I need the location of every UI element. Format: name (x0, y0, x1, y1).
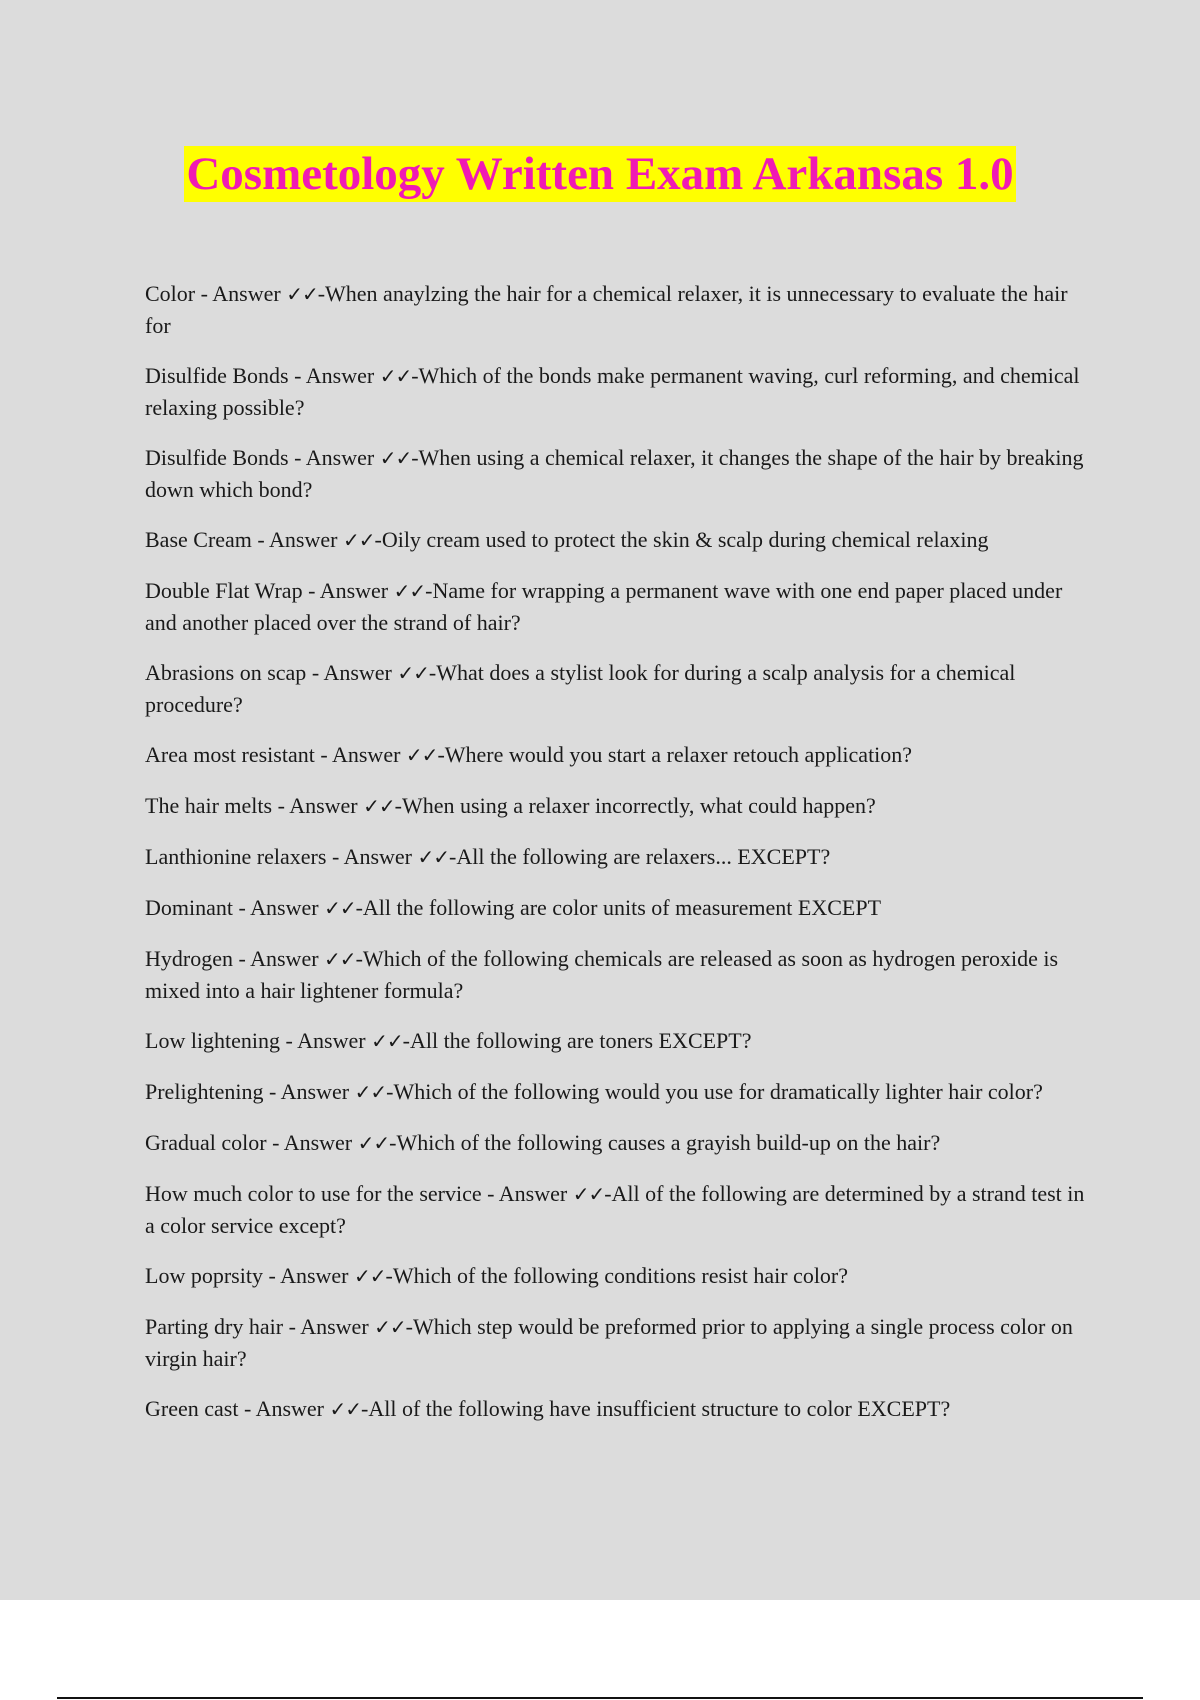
question-text: Which of the following would you use for dramatically lighter hair color? (393, 1079, 1043, 1104)
answer-term: Gradual color (145, 1130, 267, 1155)
term-separator: - (266, 1130, 284, 1155)
term-separator: - (326, 844, 344, 869)
double-check-icon: ✓✓ (324, 896, 356, 920)
answer-label: Answer (212, 281, 281, 306)
answer-label: Answer (331, 742, 401, 767)
double-check-icon: ✓✓ (324, 947, 356, 971)
double-check-icon: ✓✓ (393, 579, 426, 603)
list-item (145, 892, 1090, 924)
double-check-icon: ✓✓ (363, 794, 395, 818)
question-answer-list (145, 278, 1090, 1444)
answer-dash: - (411, 445, 419, 470)
answer-term: Hydrogen (145, 946, 233, 971)
double-check-icon: ✓✓ (417, 845, 450, 869)
term-separator: - (283, 1314, 301, 1339)
question-text: When using a chemical relaxer, it changes the shape of the hair by breaking down which bond? (145, 445, 1084, 502)
answer-term: Disulfide Bonds (145, 363, 289, 388)
question-text: Which of the following chemicals are released as soon as hydrogen peroxide is mixed into a hair lightener formula? (145, 946, 1059, 1003)
footer-divider (57, 1697, 1143, 1699)
term-separator: - (288, 363, 306, 388)
double-check-icon: ✓✓ (379, 364, 412, 388)
answer-label: Answer (498, 1181, 568, 1206)
double-check-icon: ✓✓ (354, 1264, 386, 1288)
answer-dash: - (374, 527, 382, 552)
answer-term: Abrasions on scap (145, 660, 307, 685)
list-item (145, 1076, 1090, 1108)
double-check-icon: ✓✓ (397, 661, 429, 685)
answer-dash: - (361, 1396, 369, 1421)
term-separator: - (306, 660, 324, 685)
list-item (145, 943, 1090, 1006)
list-item (145, 1127, 1090, 1159)
answer-label: Answer (280, 1079, 350, 1104)
term-separator: - (233, 895, 251, 920)
term-separator: - (262, 1263, 281, 1288)
double-check-icon: ✓✓ (286, 282, 318, 306)
answer-term: Disulfide Bonds (145, 445, 289, 470)
answer-dash: - (402, 1028, 410, 1053)
answer-label: Answer (269, 527, 338, 552)
question-text: All of the following have insufficient structure to color EXCEPT? (368, 1396, 951, 1421)
answer-label: Answer (250, 895, 319, 920)
double-check-icon: ✓✓ (329, 1397, 362, 1421)
double-check-icon: ✓✓ (354, 1080, 387, 1104)
term-separator: - (314, 742, 332, 767)
answer-dash: - (449, 844, 457, 869)
term-separator: - (302, 578, 320, 603)
answer-dash: - (355, 895, 363, 920)
question-text: Which of the bonds make permanent waving, curl reforming, and chemical relaxing possible? (145, 363, 1080, 420)
list-item (145, 278, 1090, 341)
answer-dash: - (355, 946, 363, 971)
answer-label: Answer (283, 1130, 353, 1155)
answer-dash: - (437, 742, 445, 767)
answer-dash: - (389, 1130, 397, 1155)
list-item (145, 790, 1090, 822)
title-container (0, 146, 1200, 202)
term-separator: - (280, 1028, 298, 1053)
answer-term: Low poprsity (145, 1263, 263, 1288)
list-item (145, 1311, 1090, 1374)
answer-term: Area most resistant (145, 742, 315, 767)
term-separator: - (251, 527, 270, 552)
answer-label: Answer (305, 445, 375, 470)
answer-label: Answer (319, 578, 389, 603)
answer-term: The hair melts (145, 793, 273, 818)
term-separator: - (481, 1181, 499, 1206)
answer-label: Answer (343, 844, 412, 869)
answer-term: Prelightening (145, 1079, 264, 1104)
question-text: Where would you start a relaxer retouch application? (444, 742, 913, 767)
double-check-icon: ✓✓ (405, 743, 438, 767)
question-text: Oily cream used to protect the skin & scalp during chemical relaxing (381, 527, 989, 552)
double-check-icon: ✓✓ (357, 1131, 390, 1155)
list-item (145, 360, 1090, 423)
double-check-icon: ✓✓ (374, 1315, 406, 1339)
answer-term: How much color to use for the service (145, 1181, 482, 1206)
term-separator: - (263, 1079, 281, 1104)
answer-label: Answer (300, 1314, 369, 1339)
list-item (145, 739, 1090, 771)
question-text: Which of the following conditions resist hair color? (392, 1263, 849, 1288)
answer-label: Answer (323, 660, 392, 685)
list-item (145, 841, 1090, 873)
list-item (145, 657, 1090, 720)
answer-label: Answer (250, 946, 319, 971)
list-item (145, 1393, 1090, 1425)
question-text: Name for wrapping a permanent wave with one end paper placed under and another placed over the strand of hair? (145, 578, 1063, 635)
question-text: Which of the following causes a grayish build-up on the hair? (396, 1130, 941, 1155)
answer-dash: - (428, 660, 437, 685)
question-text: Which step would be preformed prior to applying a single process color on virgin hair? (145, 1314, 1073, 1371)
double-check-icon: ✓✓ (342, 528, 375, 552)
document-title: Cosmetology Written Exam Arkansas 1.0 (186, 148, 1014, 200)
term-separator: - (195, 281, 213, 306)
answer-term: Double Flat Wrap (145, 578, 303, 603)
answer-term: Dominant (145, 895, 233, 920)
list-item (145, 1260, 1090, 1292)
answer-term: Green cast (145, 1396, 239, 1421)
answer-term: Base Cream (145, 527, 252, 552)
term-separator: - (238, 1396, 256, 1421)
question-text: What does a stylist look for during a scalp analysis for a chemical procedure? (145, 660, 1016, 717)
double-check-icon: ✓✓ (371, 1029, 403, 1053)
answer-term: Color (145, 281, 196, 306)
term-separator: - (288, 445, 306, 470)
answer-dash: - (604, 1181, 612, 1206)
answer-label: Answer (255, 1396, 325, 1421)
term-separator: - (232, 946, 251, 971)
answer-dash: - (386, 1079, 394, 1104)
answer-dash: - (317, 281, 326, 306)
answer-dash: - (425, 578, 433, 603)
answer-label: Answer (297, 1028, 366, 1053)
answer-term: Low lightening (145, 1028, 281, 1053)
answer-dash: - (394, 793, 402, 818)
list-item (145, 1025, 1090, 1057)
double-check-icon: ✓✓ (572, 1182, 605, 1206)
double-check-icon: ✓✓ (379, 446, 412, 470)
question-text: When using a relaxer incorrectly, what could happen? (401, 793, 876, 818)
answer-label: Answer (289, 793, 358, 818)
question-text: All the following are color units of measurement EXCEPT (362, 895, 882, 920)
term-separator: - (272, 793, 290, 818)
answer-dash: - (385, 1263, 393, 1288)
list-item (145, 442, 1090, 505)
answer-label: Answer (280, 1263, 349, 1288)
list-item (145, 524, 1090, 556)
answer-dash: - (405, 1314, 413, 1339)
answer-label: Answer (305, 363, 375, 388)
question-text: When anaylzing the hair for a chemical relaxer, it is unnecessary to evaluate the hair for (145, 281, 1068, 338)
answer-term: Lanthionine relaxers (145, 844, 327, 869)
list-item (145, 575, 1090, 638)
list-item (145, 1178, 1090, 1241)
answer-dash: - (411, 363, 419, 388)
question-text: All the following are toners EXCEPT? (409, 1028, 752, 1053)
question-text: All the following are relaxers... EXCEPT? (456, 844, 831, 869)
answer-term: Parting dry hair (145, 1314, 284, 1339)
question-text: All of the following are determined by a strand test in a color service except? (145, 1181, 1085, 1238)
